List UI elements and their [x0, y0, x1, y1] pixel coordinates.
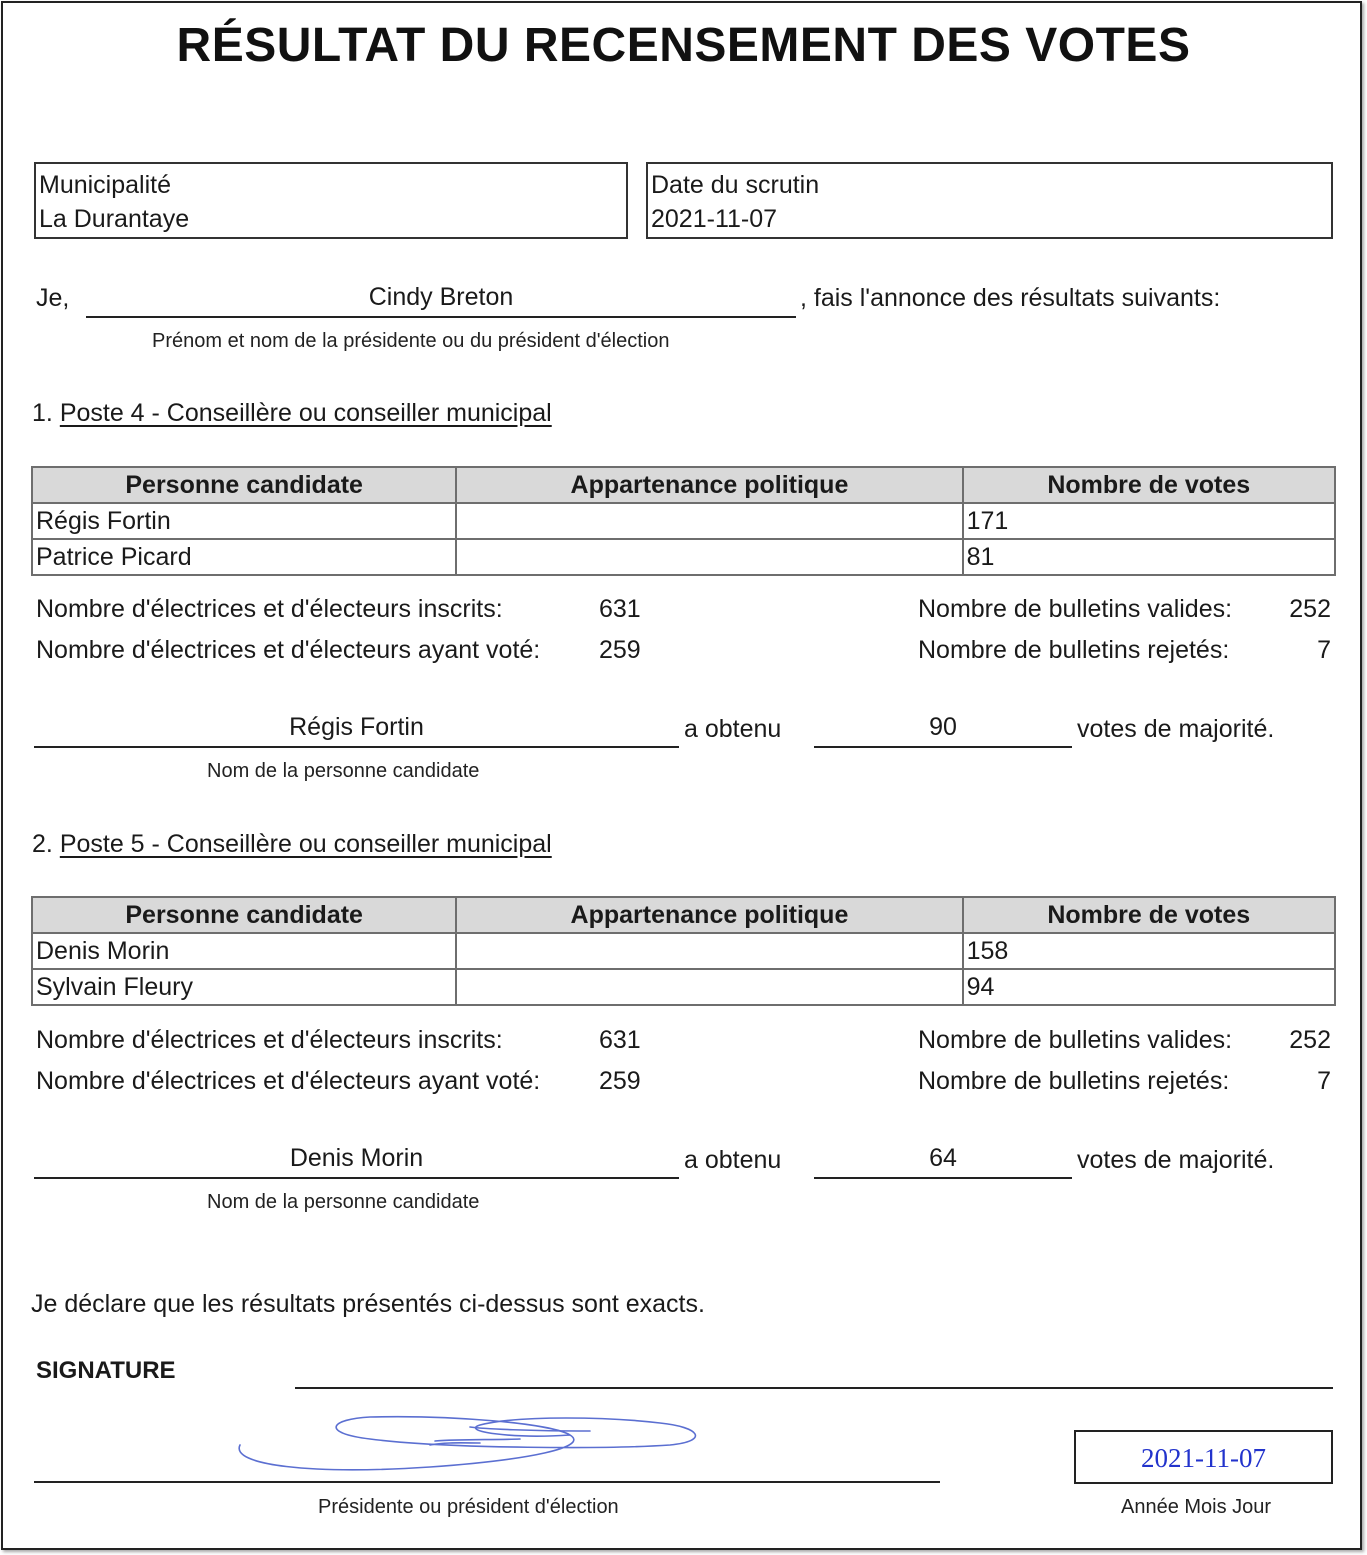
announcement-suffix: , fais l'annonce des résultats suivants:: [800, 284, 1221, 312]
signature-top-line: [295, 1387, 1333, 1389]
section-1-valid-label: Nombre de bulletins valides:: [918, 595, 1233, 623]
section-2-rejected-label: Nombre de bulletins rejetés:: [918, 1067, 1230, 1095]
section-2-majority-value: 64: [929, 1144, 957, 1172]
candidate-votes: 171: [963, 503, 1335, 539]
section-1-obtained-label: a obtenu: [684, 715, 782, 743]
section-1-post: Poste 4 - Conseillère ou conseiller municipal: [59, 399, 552, 427]
header-candidate: Personne candidate: [32, 467, 456, 503]
handwritten-signature: [230, 1405, 710, 1480]
section-2-valid-value: 252: [1289, 1026, 1331, 1054]
returning-officer-name: Cindy Breton: [368, 283, 514, 311]
declaration-text: Je déclare que les résultats présentés ci-dessus sont exacts.: [31, 1290, 705, 1318]
section-1-majority-value: 90: [929, 713, 957, 741]
candidate-name: Régis Fortin: [32, 503, 456, 539]
section-1-heading: [32, 399, 552, 428]
candidate-name: Denis Morin: [32, 933, 456, 969]
signature-date-caption: Année Mois Jour: [1121, 1496, 1272, 1518]
signature-label: SIGNATURE: [36, 1357, 176, 1384]
section-2-post: Poste 5 - Conseillère ou conseiller municipal: [59, 830, 552, 858]
section-2-heading: [32, 830, 552, 859]
candidate-affiliation: [456, 933, 962, 969]
candidate-affiliation: [456, 503, 962, 539]
header-candidate: Personne candidate: [32, 897, 456, 933]
section-1-voted-label: Nombre d'électrices et d'électeurs ayant voté:: [36, 636, 541, 664]
table-row: [32, 969, 1335, 1005]
election-date-label: Date du scrutin: [651, 171, 820, 199]
table-row: [32, 539, 1335, 575]
announcement-prefix: Je,: [36, 284, 70, 312]
section-2-obtained-label: a obtenu: [684, 1146, 782, 1174]
election-date-value: 2021-11-07: [651, 205, 778, 233]
section-1-winner-caption: Nom de la personne candidate: [207, 760, 480, 782]
section-1-winner: Régis Fortin: [289, 713, 424, 741]
section-2-voted-value: 259: [599, 1067, 641, 1095]
section-2-voted-label: Nombre d'électrices et d'électeurs ayant voté:: [36, 1067, 541, 1095]
table-header-row: [32, 467, 1335, 503]
header-affiliation: Appartenance politique: [456, 467, 962, 503]
signature-caption: Présidente ou président d'élection: [318, 1496, 619, 1518]
section-2-winner-caption: Nom de la personne candidate: [207, 1191, 480, 1213]
header-affiliation: Appartenance politique: [456, 897, 962, 933]
municipality-value: La Durantaye: [39, 205, 190, 233]
election-date-box: [646, 162, 1333, 239]
section-2-registered-label: Nombre d'électrices et d'électeurs inscrits:: [36, 1026, 503, 1054]
section-2-registered-value: 631: [599, 1026, 641, 1054]
candidate-votes: 81: [963, 539, 1335, 575]
section-1-rejected-label: Nombre de bulletins rejetés:: [918, 636, 1230, 664]
section-1-majority-line: [814, 746, 1072, 748]
section-1-registered-label: Nombre d'électrices et d'électeurs inscrits:: [36, 595, 503, 623]
section-2-number: 2.: [32, 830, 53, 858]
signature-date: 2021-11-07: [1074, 1430, 1333, 1484]
section-1-voted-value: 259: [599, 636, 641, 664]
candidate-affiliation: [456, 969, 962, 1005]
table-header-row: [32, 897, 1335, 933]
table-row: [32, 503, 1335, 539]
candidate-votes: 158: [963, 933, 1335, 969]
candidate-name: Patrice Picard: [32, 539, 456, 575]
section-2-majority-label: votes de majorité.: [1077, 1146, 1275, 1174]
header-votes: Nombre de votes: [963, 897, 1335, 933]
returning-officer-line: [86, 316, 796, 318]
section-1-valid-value: 252: [1289, 595, 1331, 623]
section-1-winner-line: [34, 746, 679, 748]
municipality-label: Municipalité: [39, 171, 172, 199]
section-1-number: 1.: [32, 399, 53, 427]
section-1-majority-label: votes de majorité.: [1077, 715, 1275, 743]
section-1-registered-value: 631: [599, 595, 641, 623]
candidate-name: Sylvain Fleury: [32, 969, 456, 1005]
candidate-votes: 94: [963, 969, 1335, 1005]
section-2-majority-line: [814, 1177, 1072, 1179]
section-2-rejected-value: 7: [1317, 1067, 1331, 1095]
document-title: RÉSULTAT DU RECENSEMENT DES VOTES: [176, 19, 1191, 72]
section-1-rejected-value: 7: [1317, 636, 1331, 664]
section-2-winner: Denis Morin: [289, 1144, 424, 1172]
candidate-affiliation: [456, 539, 962, 575]
section-2-winner-line: [34, 1177, 679, 1179]
returning-officer-caption: Prénom et nom de la présidente ou du président d'élection: [152, 330, 670, 352]
header-votes: Nombre de votes: [963, 467, 1335, 503]
signature-line: [34, 1481, 940, 1483]
municipality-box: [34, 162, 628, 239]
table-row: [32, 933, 1335, 969]
section-2-valid-label: Nombre de bulletins valides:: [918, 1026, 1233, 1054]
section-1-results-table: [31, 466, 1336, 576]
section-2-results-table: [31, 896, 1336, 1006]
